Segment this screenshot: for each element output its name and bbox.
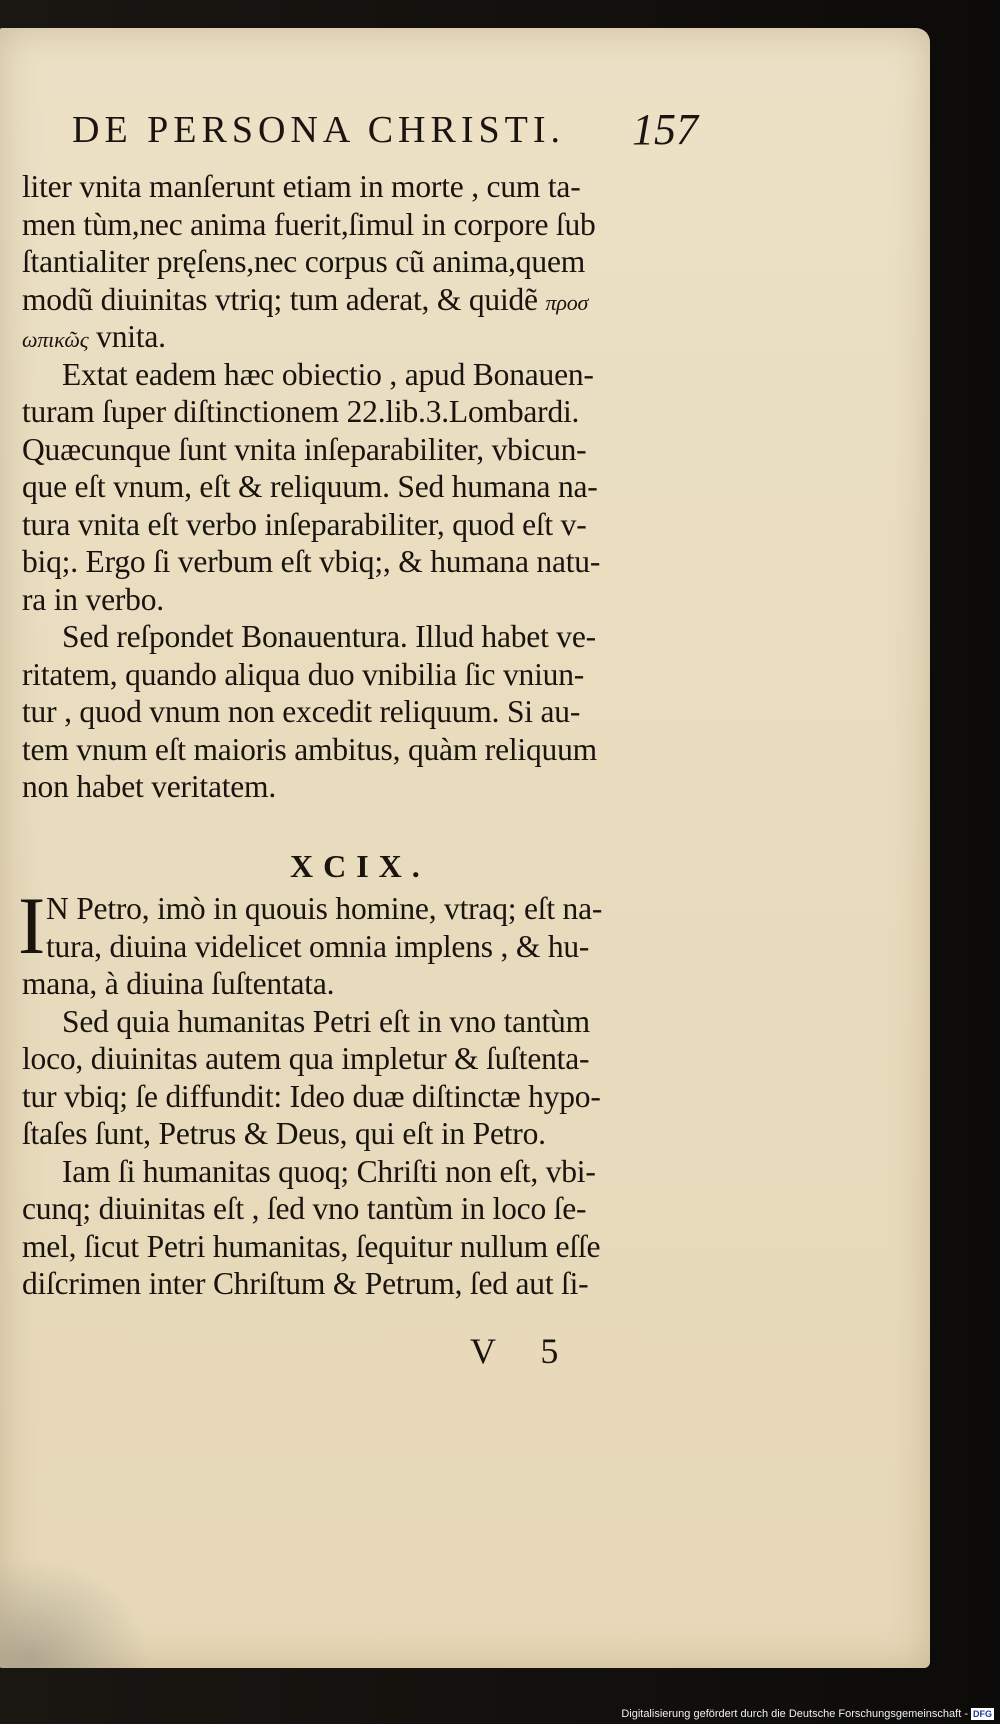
digitization-credit bbox=[621, 1708, 994, 1720]
section-heading: XCIX. bbox=[290, 848, 430, 884]
text-line: mana, à diuina ſuſtentata. bbox=[22, 966, 335, 1001]
text-line: non habet veritatem. bbox=[22, 769, 277, 804]
text-line: Sed quia humanitas Petri eſt in vno tantùm bbox=[62, 1003, 590, 1039]
text-line: mel, ſicut Petri humanitas, ſequitur nullum eſſe bbox=[22, 1228, 601, 1264]
text-line: tura, diuina videlicet omnia implens , & hu- bbox=[46, 928, 590, 964]
text-line: ſtaſes ſunt, Petrus & Deus, qui eſt in Petro. bbox=[22, 1116, 546, 1151]
text-line: loco, diuinitas autem qua impletur & ſuſtenta- bbox=[22, 1041, 590, 1076]
text-line bbox=[22, 318, 690, 356]
text-line: Iam ſi humanitas quoq; Chriſti non eſt, vbi- bbox=[62, 1153, 596, 1189]
text-line: Extat eadem hæc obiectio , apud Bonauen- bbox=[62, 356, 594, 392]
text-line: ſtantialiter pręſens,nec corpus cũ anima,quem bbox=[22, 244, 586, 279]
text-segment: vnita. bbox=[88, 319, 166, 354]
text-line: turam ſuper diſtinctionem 22.lib.3.Lombardi. bbox=[22, 394, 580, 429]
text-line: que eſt vnum, eſt & reliquum. Sed humana na- bbox=[22, 469, 598, 504]
text-line bbox=[22, 281, 690, 319]
signature-mark: V 5 bbox=[470, 1331, 577, 1371]
text-line: ritatem, quando aliqua duo vnibilia ſic vniun- bbox=[22, 656, 585, 692]
text-line: tura vnita eſt verbo inſeparabiliter, quod eſt v- bbox=[22, 506, 587, 542]
text-line: Quæcunque ſunt vnita inſeparabiliter, vbicun- bbox=[22, 431, 587, 467]
text-segment: modũ diuinitas vtriq; tum aderat, & quidẽ bbox=[22, 281, 538, 317]
drop-cap: I bbox=[18, 880, 46, 971]
text-line: tur vbiq; ſe diffundit: Ideo duæ diſtinctæ hypo- bbox=[22, 1078, 601, 1114]
text-line: N Petro, imò in quouis homine, vtraq; eſt na- bbox=[46, 891, 603, 926]
text-line: liter vnita manſerunt etiam in morte , cum ta- bbox=[22, 169, 581, 204]
page-stain bbox=[0, 1558, 150, 1668]
text-line: ra in verbo. bbox=[22, 581, 164, 617]
text-line: Sed reſpondet Bonauentura. Illud habet ve- bbox=[62, 619, 596, 654]
text-line: tem vnum eſt maioris ambitus, quàm reliquum bbox=[22, 731, 597, 767]
credit-text: Digitalisierung gefördert durch die Deutsche Forschungsgemeinschaft - bbox=[621, 1708, 968, 1720]
text-line: tur , quod vnum non excedit reliquum. Si au- bbox=[22, 694, 581, 729]
text-line: biq;. Ergo ſi verbum eſt vbiq;, & humana natu- bbox=[22, 544, 601, 579]
text-line: diſcrimen inter Chriſtum & Petrum, ſed aut ſi- bbox=[22, 1266, 589, 1301]
greek-word: προσ bbox=[545, 289, 589, 315]
text-block-before bbox=[22, 168, 690, 806]
text-line: cunq; diuinitas eſt , ſed vno tantùm in loco ſe- bbox=[22, 1191, 587, 1226]
dfg-logo-icon: DFG bbox=[973, 1709, 992, 1719]
running-title: DE PERSONA CHRISTI. bbox=[72, 109, 565, 151]
page-number: 157 bbox=[632, 105, 698, 154]
text-block-after bbox=[22, 890, 690, 1303]
greek-word: ωπικῶς bbox=[22, 327, 89, 352]
text-line: men tùm,nec anima fuerit,ſimul in corpore ſub bbox=[22, 206, 596, 242]
